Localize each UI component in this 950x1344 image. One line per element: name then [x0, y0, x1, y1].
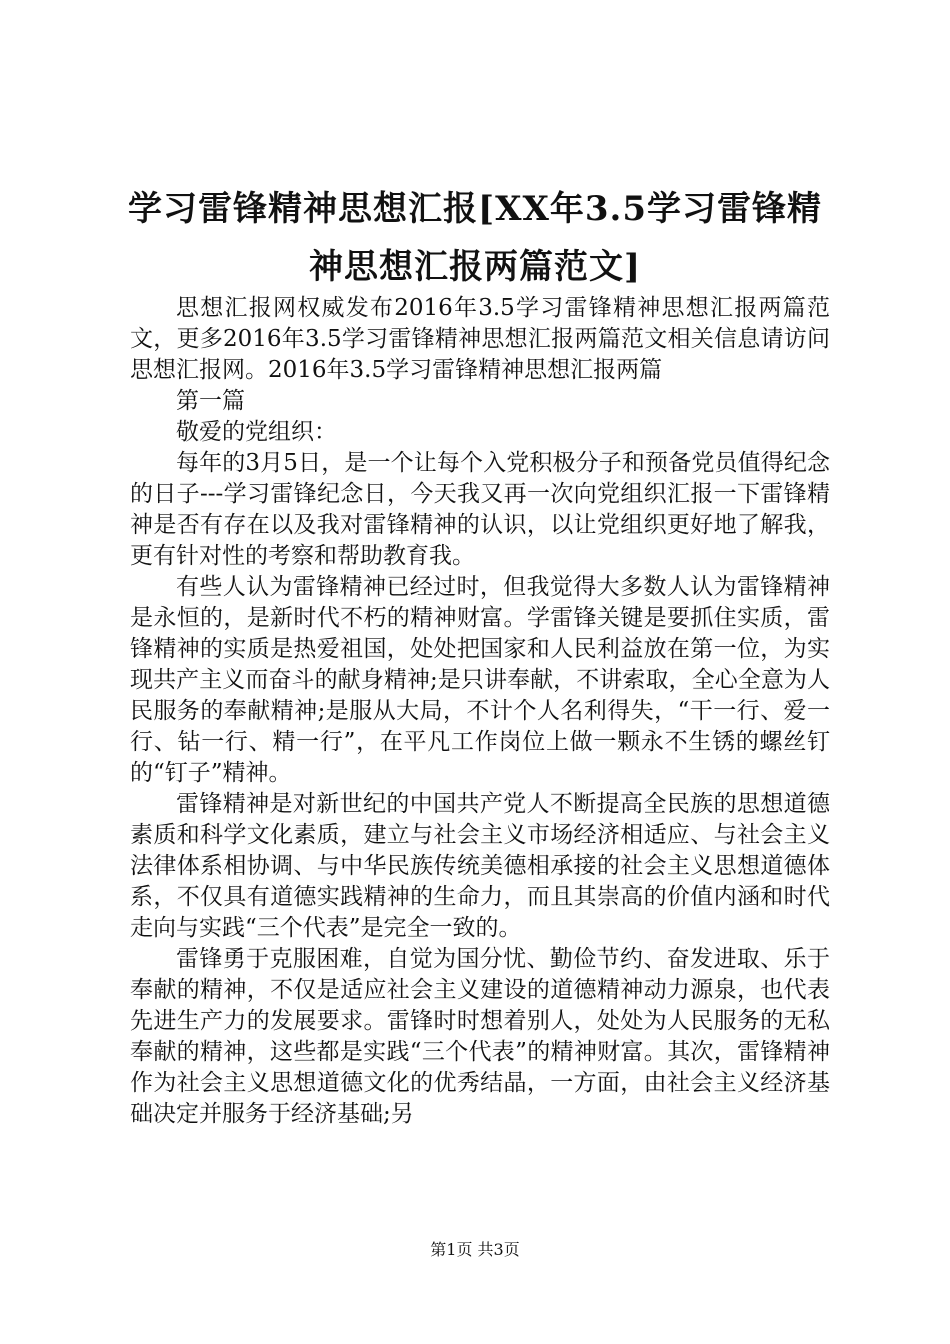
salutation: 敬爱的党组织：	[176, 419, 337, 445]
section-heading: 第一篇	[176, 388, 245, 414]
intro-paragraph: 思想汇报网权威发布2016年3.5学习雷锋精神思想汇报两篇范文，更多2016年3.5学习雷锋精神思想汇报两篇范文相关信息请访问思想汇报网。2016年3.5学习雷锋精神思想汇报两篇	[130, 295, 830, 383]
body-paragraph: 雷锋勇于克服困难，自觉为国分忧、勤俭节约、奋发进取、乐于奉献的精神，不仅是适应社会主义建设的道德精神动力源泉，也代表先进生产力的发展要求。雷锋时时想着别人，处处为人民服务的无私奉献的精神，这些都是实践“三个代表”的精神财富。其次，雷锋精神作为社会主义思想道德文化的优秀结晶，一方面，由社会主义经济基础决定并服务于经济基础;另	[130, 946, 830, 1127]
document-title: 学习雷锋精神思想汇报[XX年3.5学习雷锋精神思想汇报两篇范文]	[128, 189, 822, 287]
body-paragraph: 雷锋精神是对新世纪的中国共产党人不断提高全民族的思想道德素质和科学文化素质，建立与社会主义市场经济相适应、与社会主义法律体系相协调、与中华民族传统美德相承接的社会主义思想道德体系，不仅具有道德实践精神的生命力，而且其崇高的价值内涵和时代走向与实践“三个代表”是完全一致的。	[130, 791, 830, 941]
document-body	[130, 293, 830, 1130]
page-footer: 第1页 共3页	[430, 1240, 520, 1259]
body-paragraph: 每年的3月5日，是一个让每个入党积极分子和预备党员值得纪念的日子---学习雷锋纪念日，今天我又再一次向党组织汇报一下雷锋精神是否有存在以及我对雷锋精神的认识，以让党组织更好地了解我，更有针对性的考察和帮助教育我。	[130, 450, 830, 569]
body-paragraph: 有些人认为雷锋精神已经过时，但我觉得大多数人认为雷锋精神是永恒的，是新时代不朽的精神财富。学雷锋关键是要抓住实质，雷锋精神的实质是热爱祖国，处处把国家和人民利益放在第一位，为实现共产主义而奋斗的献身精神;是只讲奉献，不讲索取，全心全意为人民服务的奉献精神;是服从大局，不计个人名利得失，“干一行、爱一行、钻一行、精一行”，在平凡工作岗位上做一颗永不生锈的螺丝钉的“钉子”精神。	[130, 574, 830, 786]
